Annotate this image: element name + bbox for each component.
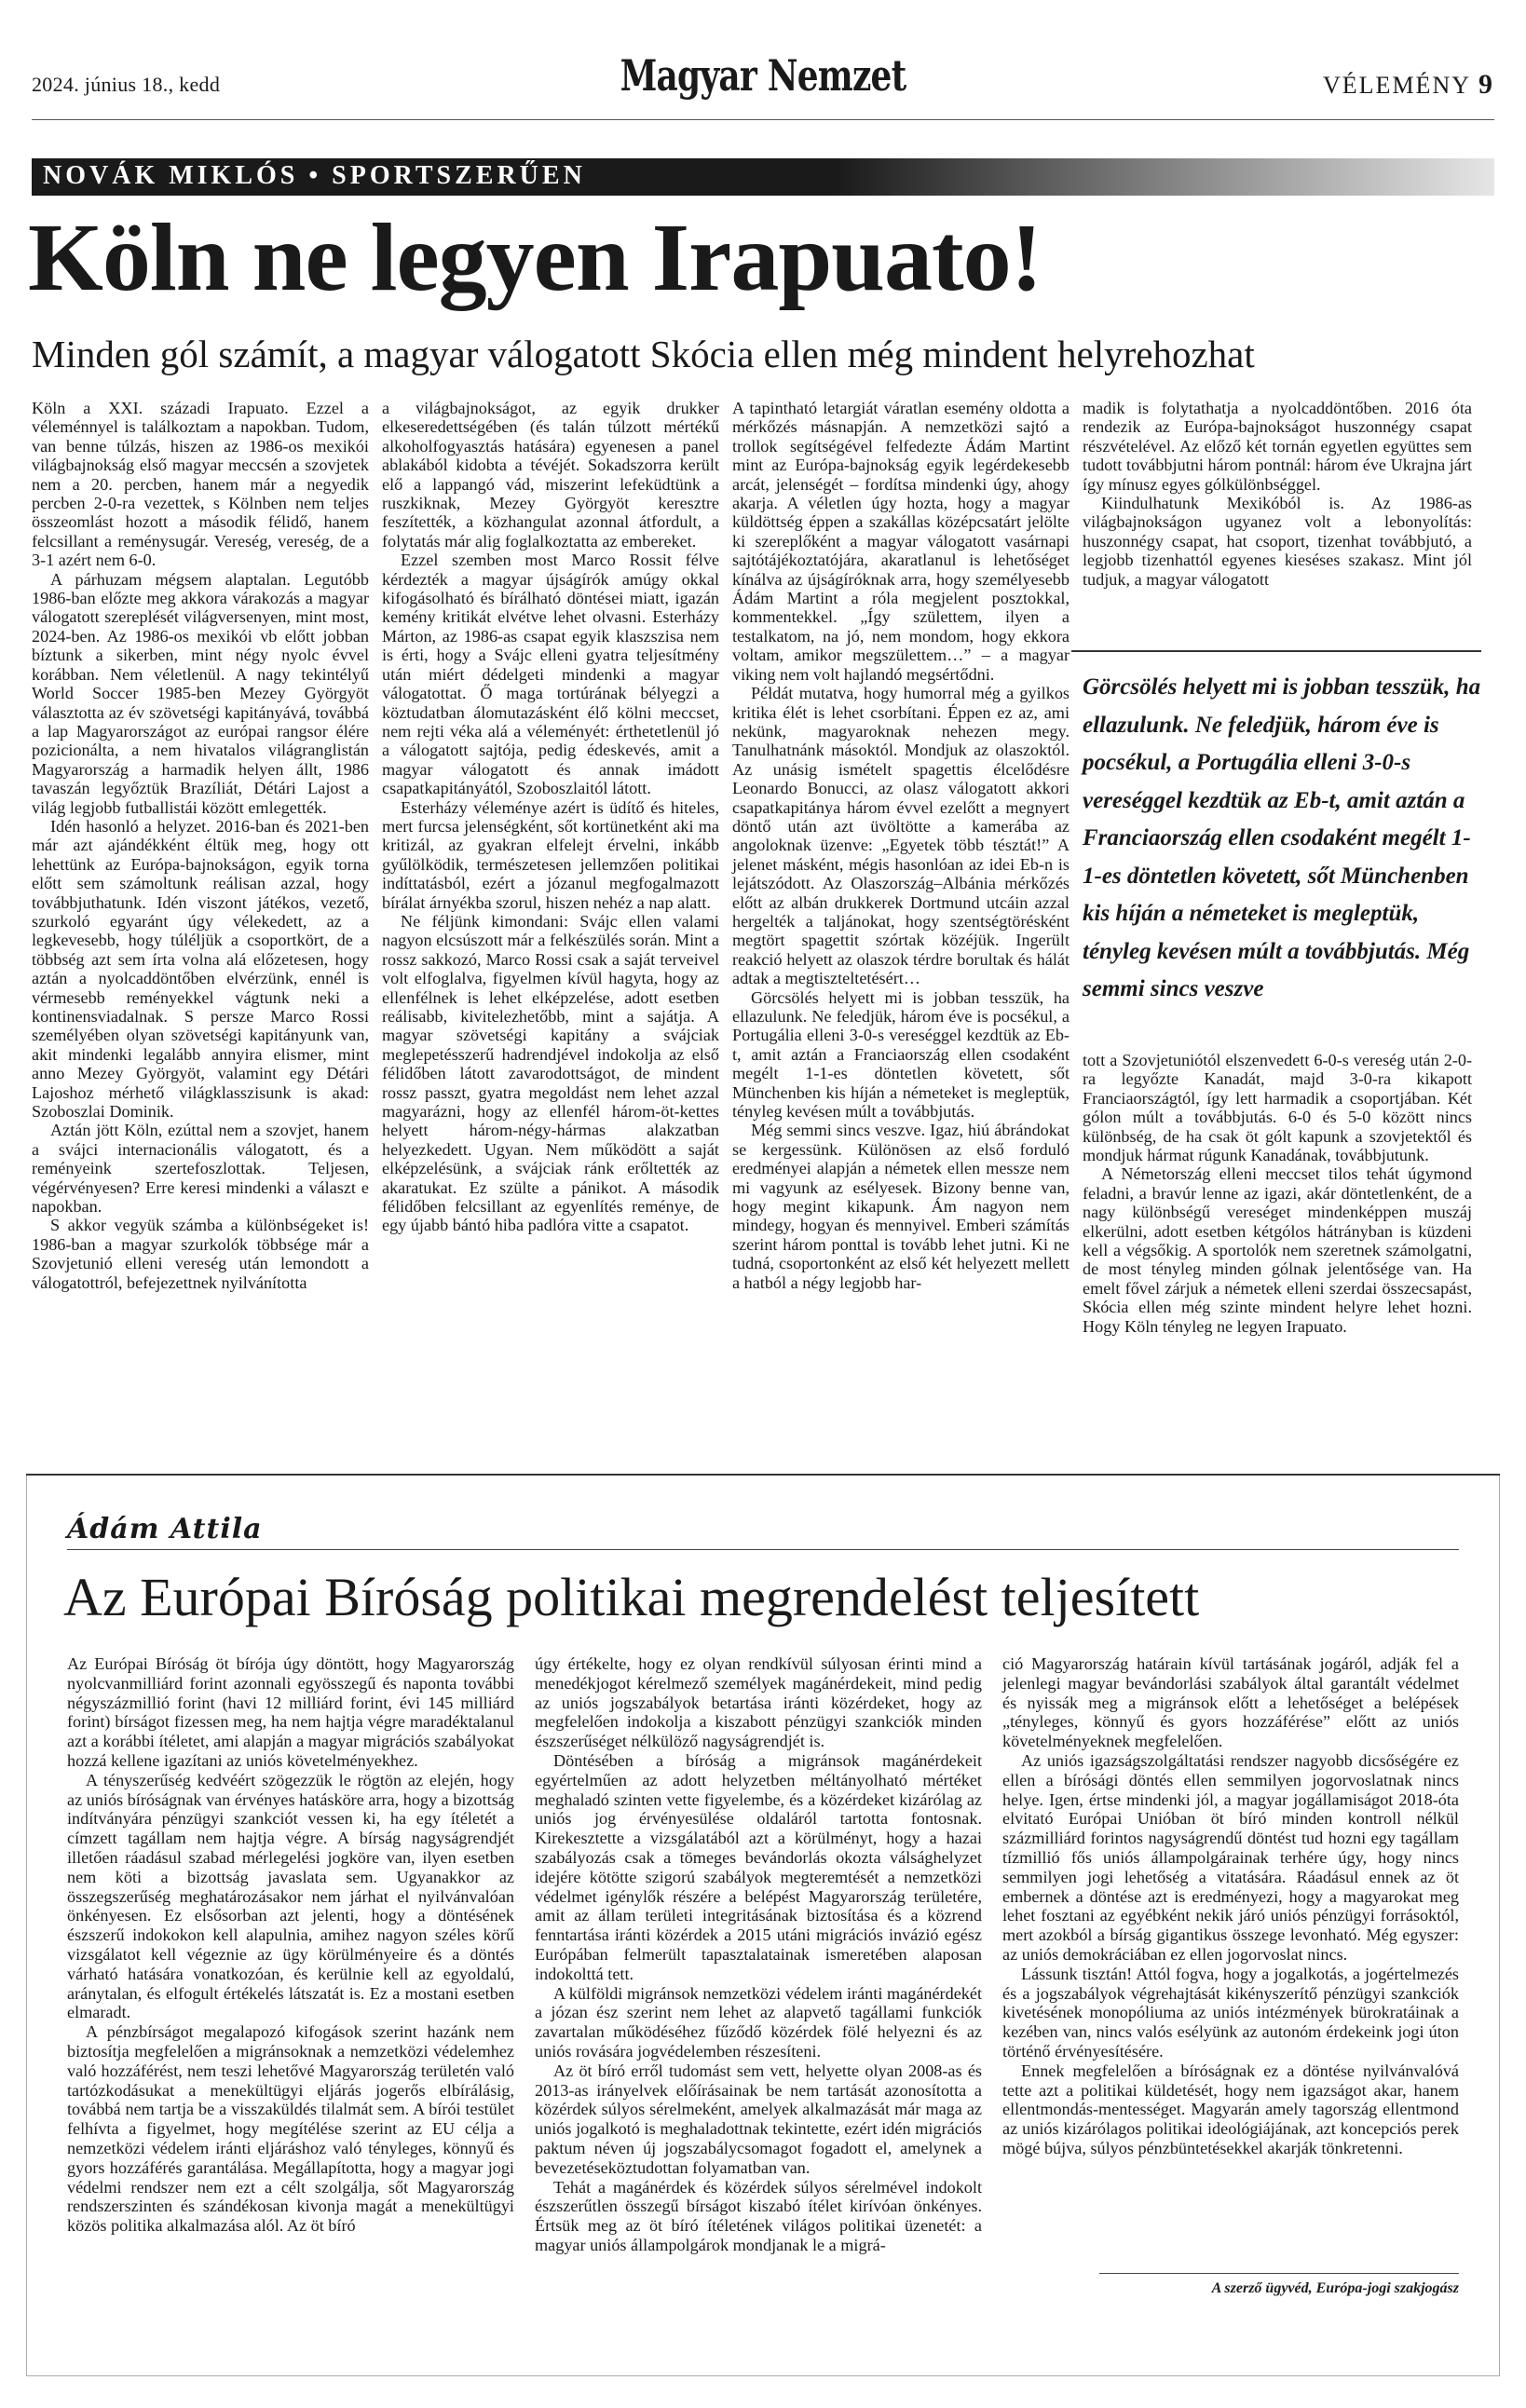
issue-date: 2024. június 18., kedd — [32, 73, 221, 96]
paragraph: Görcsölés helyett mi is jobban tesszük, ha ellazulunk. Ne feledjük, három éve is pocsékul, a Portugália elleni 3-0-s vereséggel kezdtük az Eb-t, amit aztán a Franciaország ellen csodaként megélt 1-1-es döntetlen követett, sőt Münchenben kis híján a németeket is megleptük, tényleg kevésen múlt a továbbjutás. — [732, 987, 1070, 1122]
article2-author: Ádám Attila — [67, 1513, 263, 1545]
paragraph: S akkor vegyük számba a különbségeket is! 1986-ban a magyar szurkolók többsége már a Szovjetunió elleni vereség után lemondott a válogatottról, befejezettnek nyilvánította — [32, 1216, 369, 1292]
paragraph: A külföldi migránsok nemzetközi védelem iránti magánérdekét a józan ész szerint nem lehet az alapvető tagállami funkciók zavartalan működéséhez fűződő közérdek fölé helyezni és az uniós rovására jogvédelemben részesíteni. — [535, 1983, 982, 2061]
header-divider — [32, 119, 1494, 120]
section-name: VÉLEMÉNY — [1323, 72, 1471, 99]
pull-quote — [1071, 650, 1481, 1032]
article-subheadline: Minden gól számít, a magyar válogatott Skócia ellen még mindent helyrehozhat — [32, 333, 1255, 375]
article-column-4-top — [1083, 399, 1472, 589]
pull-quote-text: Görcsölés helyett mi is jobban tesszük, ha ellazulunk. Ne feledjük, három éve is pocsékul, a Portugália elleni 3-0-s vereséggel kezdtük az Eb-t, amit aztán a Franciaország ellen csodaként megélt 1-1-es döntetlen követett, sőt Münchenben kis híján a németeket is megleptük, tényleg kevésen múlt a továbbjutás. Még semmi sincs veszve — [1083, 674, 1481, 1001]
author-divider — [67, 1549, 1459, 1550]
section-label — [1323, 69, 1494, 101]
paragraph: Még semmi sincs veszve. Igaz, hiú ábrándokat se kergessünk. Különösen az első forduló eredményei alapján a németek ellen messze nem mi vagyunk az esélyesek. Bizony benne van, hogy megint kikapunk. Ám nagyon nem mindegy, hogyan és mennyivel. Emberi számítás szerint három ponttal is tovább lehet jutni. Ki ne tudná, csoportonként az első két helyezett mellett a hatból a négy legjobb har- — [732, 1121, 1070, 1292]
paragraph: A tényszerűség kedvéért szögezzük le rögtön az elején, hogy az uniós bíróságnak van érvényes hatásköre arra, hogy a bizottság indítványára pénzügyi szankciót vessen ki, ha egy ítéletét a címzett tagállam nem hajtja végre. A bírság nagyságrendjét illetően ráadásul szabad mérlegelési jogköre van, ilyen esetben nem köti a bizottság javaslata sem. Ugyanakkor az összegszerűség meghatározásakor nem járhat el nyilvánvalóan önkényesen. Ez elsősorban azt jelenti, hogy a döntésének észszerű indokokon kell alapulnia, amihez nagyon széles körű vizsgálatot kell végeznie az ügy körülményeire és a döntés várható hatására vonatkozóan, és kerülnie kell az egyoldalú, aránytalan, és elfogult értékelés látszatát is. Ez a mostani esetben elmaradt. — [67, 1770, 514, 2022]
paragraph: Döntésében a bíróság a migránsok magánérdekeit egyértelműen az adott helyzetben méltányolható mértéket meghaladó szinten vette figyelembe, és a közérdeket kizárólag az uniós jog érvényesülése oldaláról tartotta fontosnak. Kirekesztette a vizsgálatából azt a körülményt, hogy a hazai szabályozás csak a tömeges bevándorlás okozta válsághelyzet idejére kötötte szigorú szabályok megteremtését a nemzetközi védelmet igénylők részére a belépést Magyarország területére, amit az állam területi integritásának biztosítása és a közrend fenntartása iránti közérdek a 2015 utáni migrációs invázió egész Európában felmerült tapasztalatainak ismeretében alaposan indokolttá tett. — [535, 1750, 982, 1983]
paragraph: Az Európai Bíróság öt bírója úgy döntött, hogy Magyarország nyolcvanmilliárd forint azonnali egyösszegű és naponta további négyszázmillió forint (havi 12 milliárd forint, évi 145 milliárd forint) bírságot fizessen meg, ha nem hajtja végre maradéktalanul azt a korábbi ítéletet, ami alapján a magyar migrációs szabályokat hozzá kellene igazítani az uniós követelményekhez. — [67, 1654, 514, 1770]
article-column-2 — [382, 399, 719, 1235]
article-column-1 — [32, 399, 369, 1292]
paragraph: Idén hasonló a helyzet. 2016-ban és 2021-ben már azt ajándékként éltük meg, hogy ott lehettünk az Európa-bajnokságon, egyik torna előtt sem számoltunk reálisan azzal, hogy továbbjuthatunk. Idén viszont játékos, vezető, szurkoló egyaránt úgy vélekedett, az a legkevesebb, hogy túléljük a csoportkört, de a többség azt sem írta volna alá előzetesen, hogy aztán a nyolcaddöntőben elvérzünk, ennél is vérmesebb reményekkel vágtunk neki a kontinensviadalnak. S persze Marco Rossi személyében olyan szövetségi kapitányunk van, akit mindenki legalább annyira elismer, mint anno Mezey Györgyöt, valamint egy Détári Lajoshoz mérhető világklasszisunk is akad: Szoboszlai Dominik. — [32, 816, 369, 1122]
paragraph: Lássunk tisztán! Attól fogva, hogy a jogalkotás, a jogértelmezés és a jogszabályok végrehajtását kikényszerítő pénzügyi szankciók kivetésének monopóliuma az uniós intézmények bürokratáinak a kezében van, nincs valós esélyünk az autonóm érdekeink jogi úton történő érvényesítésére. — [1002, 1964, 1459, 2061]
article2-column-2 — [535, 1654, 982, 2255]
article-headline: Köln ne legyen Irapuato! — [28, 204, 1042, 311]
paragraph: Ezzel szemben most Marco Rossit félve kérdezték a magyar újságírók amúgy okkal kifogásolható és bírálható döntései miatt, igazán kemény kritikát elvétve lehet olvasni. Esterházy Márton, az 1986-as csapat egyik klaszszisa nem is érti, hogy a Svájc elleni gyatra teljesítmény után miért dédelgeti mindenki a magyar válogatottat. Ő maga tortúrának bélyegzi a köztudatban álomutazásként élő kölni meccset, nem rejti véka alá a véleményét: érthetetlenül jó a válogatott sajtója, pedig édeskevés, amit a magyar válogatott és annak imádott csapatkapitányától, Szoboszlaitól látott. — [382, 551, 719, 798]
paragraph: madik is folytathatja a nyolcaddöntőben. 2016 óta rendezik az Európa-bajnokságot huszonnégy csapat részvételével. Az előző két tornán egyetlen együttes sem tudott továbbjutni három pontnál: három éve Ukrajna járt így mínusz egyes gólkülönbséggel. — [1083, 399, 1472, 494]
paragraph: A Németország elleni meccset tilos tehát úgymond feladni, a bravúr lenne az igazi, akár döntetlenként, de a nagy különbségű vereséget mindenképpen muszáj elkerülni, adott esetben kétgólos hátrányban is küzdeni kell a végsőkig. A sportolók nem szeretnek számolgatni, de most tényleg minden gólnak jelentősége van. Ha emelt fővel zárjuk a németek elleni szerdai összecsapást, Skócia ellen még szinte mindent helyre lehet hozni. Hogy Köln tényleg ne legyen Irapuato. — [1083, 1164, 1472, 1336]
paragraph: A pénzbírságot megalapozó kifogások szerint hazánk nem biztosítja megfelelően a migránsoknak a nemzetközi védelemhez való hozzáférést, nem teszi lehetővé Magyarország területén való tartózkodásukat a menekültügyi eljárás jogerős elbírálásig, továbbá nem tartja be a visszaküldés tilalmát sem. A bírói testület felhívta a figyelmet, hogy megítélése szerint az EU célja a nemzetközi védelem iránti eljáráshoz való tényleges, könnyű és gyors hozzáférés garantálása. Megállapította, hogy a magyar jogi védelmi rendszer nem ezt a célt szolgálja, sőt Magyarország rendszerszinten és szándékosan kivonja magát a menekültügyi közös politika alkalmazása alól. Az öt bíró — [67, 2022, 514, 2236]
signature-divider — [1099, 2273, 1459, 2274]
article2-column-1 — [67, 1654, 514, 2236]
paragraph: A tapintható letargiát váratlan esemény oldotta a mérkőzés másnapján. A nemzetközi sajtó a trollok segítségével felfedezte Ádám Martint mint az Európa-bajnokság egyik legérdekesebb arcát, jelenségét – fordítsa mindenki úgy, ahogy akarja. A véletlen úgy hozta, hogy a magyar küldöttség éppen a szakállas középcsatárt jelölte ki szereplőként a magyar válogatott vasárnapi sajtótájékoztatójára, akaratlanul is lehetőséget kínálva az újságíróknak arra, hogy személyesebb Ádám Martint a róla megjelent posztokkal, kommentekkel. „Így születtem, ilyen a testalkatom, na jó, nem mondom, hogy ekkora voltam, amikor megszülettem…” – a magyar viking nem volt hajlandó megsértődni. — [732, 399, 1070, 684]
paragraph: Ennek megfelelően a bíróságnak ez a döntése nyilvánvalóvá tette azt a politikai küldetését, hogy nem igazságot akar, hanem ellentmondás-mentességet. Magyarán amely tagország ellentmond az uniós kizárólagos politikai ideológiájának, azt koncepciós perek mögé bújva, súlyos pénzbüntetésekkel akarják tönkretenni. — [1002, 2061, 1459, 2157]
article2-column-3 — [1002, 1654, 1459, 2158]
article2-headline: Az Európai Bíróság politikai megrendelést teljesített — [63, 1567, 1200, 1627]
article-column-4-bottom — [1083, 1051, 1472, 1336]
paragraph: Tehát a magánérdek és közérdek súlyos sérelmével indokolt észszerűtlen összegű bírságot kiszabó ítélet kirívóan önkényes. Értsük meg az öt bíró ítéletének világos politikai üzenetét: a magyar uniós állampolgárok mondjanak le a migrá- — [535, 2177, 982, 2254]
paragraph: Az uniós igazságszolgáltatási rendszer nagyobb dicsőségére ez ellen a bírósági döntés ellen semmilyen jogorvoslatnak nincs helye. Igen, értse mindenki jól, a magyar jogállamiságot 2018-óta elvitató Európai Unióban öt bíró minden kontroll nélkül százmilliárd forintos nagyságrendű döntést tud hozni egy tagállam tízmillió fős uniós állampolgárainak terhére úgy, hogy nincs semmilyen jogi lehetőség a vitatására. Ráadásul ennek az öt embernek a döntése azt is eredményezi, hogy a magyarokat meg lehet fosztani az egyébként nekik járó uniós pénzügyi forrásoktól, mert azokból a bírság gigantikus összege levonható. Még egyszer: az uniós demokráciában ez ellen jogorvoslat nincs. — [1002, 1750, 1459, 1964]
page-number: 9 — [1478, 69, 1494, 100]
kicker-text: NOVÁK MIKLÓS • SPORTSZERŰEN — [43, 161, 586, 190]
paragraph: tott a Szovjetuniótól elszenvedett 6-0-s vereség után 2-0-ra legyőzte Kanadát, majd 3-0-ra kikapott Franciaországtól, így lett harmadik a csoportjában. Két gólon múlt a továbbjutás. 6-0 és 5-0 között nincs különbség, de ha csak öt gólt kapunk a szovjetektől és mondjuk hármat rúgunk Kanadának, továbbjutunk. — [1083, 1051, 1472, 1165]
paragraph: Példát mutatva, hogy humorral még a gyilkos kritika élét is lehet csorbítani. Éppen ez az, ami nekünk, magyaroknak nehezen megy. Tanulhatnánk másoktól. Mondjuk az olaszoktól. Az unásig ismételt spagettis élcelődésre Leonardo Bonucci, az olasz válogatott akkori csapatkapitánya három évvel ezelőtt a megnyert döntő után azt üvöltötte a kamerába az angoloknak üzenve: „Egyetek több tésztát!” A jelenet másként, mégis hasonlóan az idei Eb-n is lejátszódott. Az Olaszország–Albánia mérkőzés előtt az albán drukkerek Dortmund utcáin azzal hergelték a taljánokat, hogy szentségtörésként megtört spagettit szórtak közéjük. Ingerült reakció helyett az olaszok térdre borultak és hálát adtak a megtiszteltetésért… — [732, 684, 1070, 988]
paragraph: ció Magyarország határain kívül tartásának jogáról, adják fel a jelenlegi magyar bevándorlási szabályok által garantált védelmet és nyissák meg a migránsok előtt a lehetőséget a belépések „tényleges, könnyű és gyors hozzáférése” előtt az uniós követelményeknek megfelelően. — [1002, 1654, 1459, 1751]
page-header — [32, 50, 1494, 112]
newspaper-logo: Magyar Nemzet — [620, 50, 906, 101]
paragraph: úgy értékelte, hogy ez olyan rendkívül súlyosan érinti mind a menedékjogot kérelmező személyek magánérdekeit, mind pedig az uniós jogszabályok betartása iránti közérdeket, hogy az megfelelően indokolja a kiszabott pénzügyi szankciók minden észszerűséget nélkülöző nagyságrendjét is. — [535, 1654, 982, 1751]
column-kicker — [32, 158, 1494, 196]
author-signature: A szerző ügyvéd, Európa-jogi szakjogász — [1211, 2280, 1459, 2296]
paragraph: Kiindulhatunk Mexikóból is. Az 1986-as világbajnokságon ugyanez volt a lebonyolítás: huszonnégy csapat, hat csoport, tizenhat továbbjutó, a legjobb tizenhattól egyenes kieséses szakasz. Mint jól tudjuk, a magyar válogatott — [1083, 494, 1472, 589]
paragraph: A párhuzam mégsem alaptalan. Legutóbb 1986-ban előzte meg akkora várakozás a magyar válogatott szereplését világversenyen, mint most, 2024-ben. Az 1986-os mexikói vb előtt jobban bíztunk a sikerben, mint négy nyolc évvel korábban. Nem véletlenül. A nagy tekintélyű World Soccer 1985-ben Mezey Györgyöt választotta az év szövetségi kapitányává, továbbá a lap Magyarországot az európai rangsor élére pozicionálta, a nem hivatalos világranglistán Magyarország a harmadik helyen állt, 1986 tavaszán legyőztük Brazíliát, Détári Lajost a világ legjobb futballistái között emlegették. — [32, 569, 369, 817]
paragraph: Esterházy véleménye azért is üdítő és hiteles, mert furcsa jelenségként, sőt kortünetként aki ma kritizál, az gyakran elfelejt érvelni, inkább gyűlölködik, természetesen jellemzően politikai indíttatásból, ezért a józanul megfogalmazott bírálat árnyékba szorul, hiszen nehéz a nap alatt. — [382, 797, 719, 912]
paragraph: a világbajnokságot, az egyik drukker elkeseredettségében (és talán túlzott mértékű alkoholfogyasztás hatására) egyenesen a panel ablakából kidobta a tévéjét. Sokadszorra került elő a lappangó vád, miszerint lefeküdtünk a ruszkiknak, Mezey Györgyöt keresztre feszítették, a közhangulat azonnal átfordult, a folytatás már alig foglalkoztatta az embereket. — [382, 399, 719, 551]
paragraph: Az öt bíró erről tudomást sem vett, helyette olyan 2008-as és 2013-as irányelvek előírásainak be nem tartását azonosította a közérdek súlyos sérelmeként, amelyek alkalmazását már maga az uniós jogalkotó is meghaladottnak tekintette, ezért idén migrációs paktum néven új jogszabálycsomagot fogadott el, amelynek a bevezetéseköztudottan folyamatban van. — [535, 2061, 982, 2177]
paragraph: Ne féljünk kimondani: Svájc ellen valami nagyon elcsúszott már a felkészülés során. Mint a rossz sakkozó, Marco Rossi csak a saját terveivel volt elfoglalva, figyelmen kívül hagyta, hogy az ellenfélnek is lehet elképzelése, adott esetben reálisabb, kivitelezhetőbb, mint a sajátja. A magyar szövetségi kapitány a svájciak meglepetésszerű hadrendjével indokolja az első félidőben látott zavarodottságot, de mindent rossz passzt, gyatra megoldást nem lehet azzal magyarázni, hogy az ellenfél három-öt-kettes helyett három-négy-hármas alakzatban helyezkedett. Ugyan. Nem működött a saját elképzelésünk, a svájciak ránk erőltették az akaratukat. Ez szülte a pánikot. A második félidőben felcsillant az egyenlítés reménye, de egy újabb bántó hiba padlóra vitte a csapatot. — [382, 911, 719, 1235]
article-column-3 — [732, 399, 1070, 1292]
paragraph: Köln a XXI. századi Irapuato. Ezzel a véleménnyel is találkoztam a napokban. Tudom, van benne túlzás, hiszen az 1986-os mexikói világbajnokság első magyar meccsén a szovjetek nem a 20. percben, hanem már a negyedik percben 2-0-ra vezettek, s Kölnben nem teljes összeomlást hozott a második félidő, hanem felcsillant a reménysugár. Vereség, vereség, de a 3-1 azért nem 6-0. — [32, 399, 369, 570]
paragraph: Aztán jött Köln, ezúttal nem a szovjet, hanem a svájci internacionális válogatott, és a reményeink szertefoszlottak. Teljesen, végérvényesen? Erre keresi mindenki a választ e napokban. — [32, 1121, 369, 1217]
